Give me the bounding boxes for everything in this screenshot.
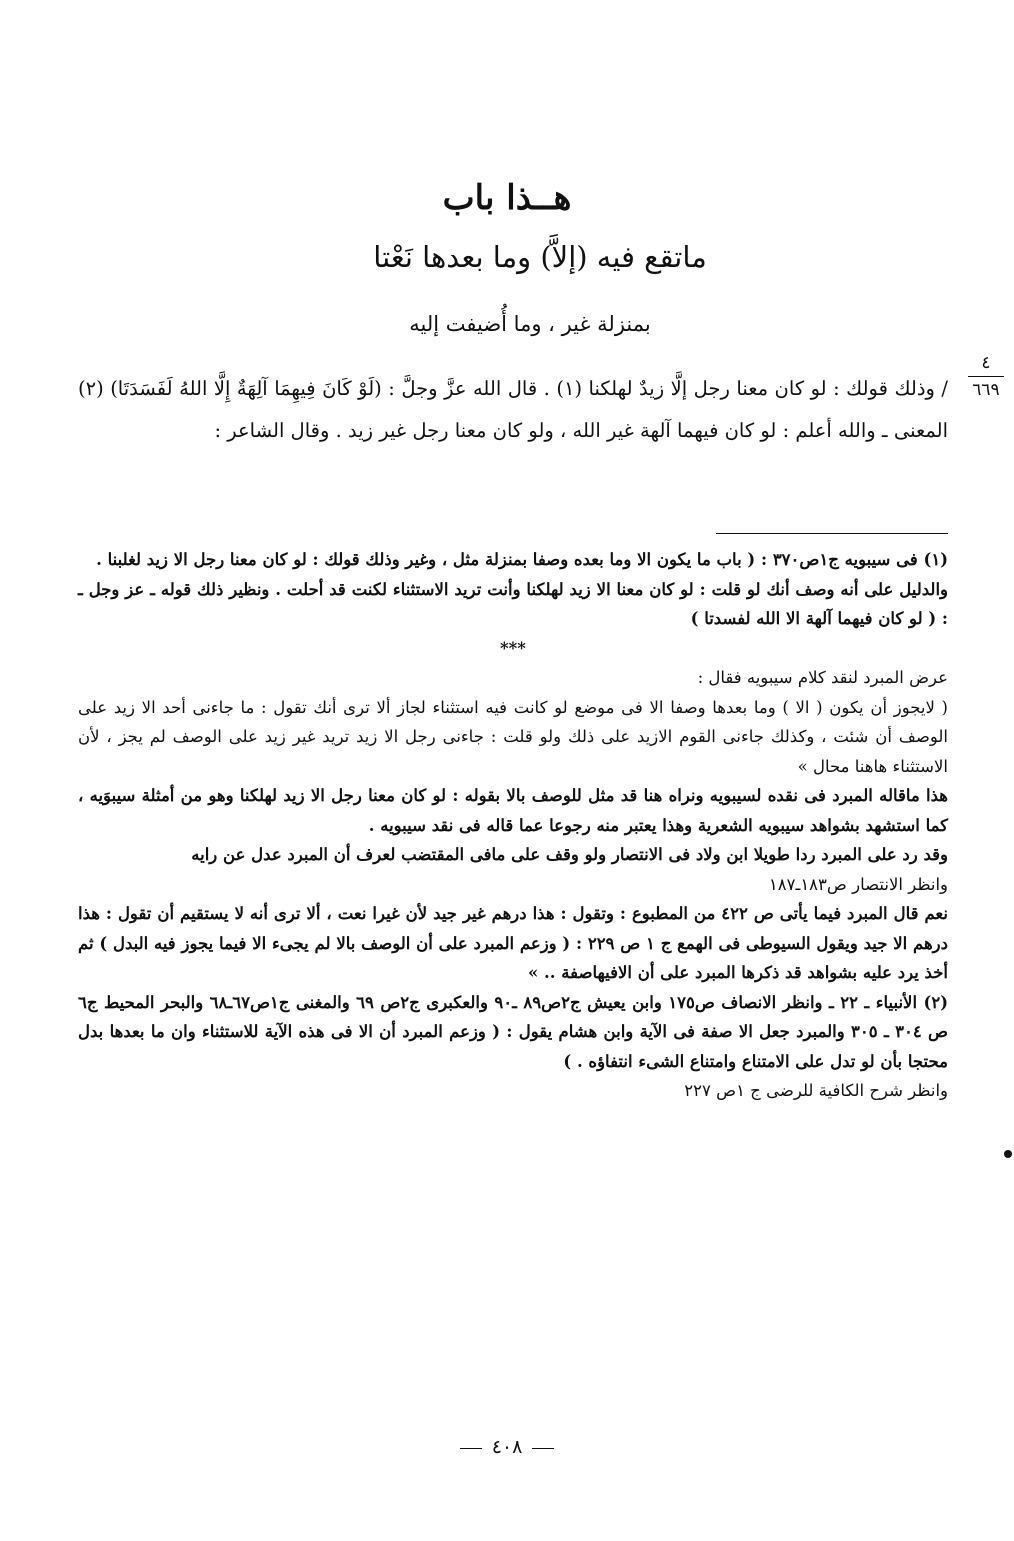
footnote-paragraph: نعم قال المبرد فيما يأتى ص ٤٢٢ من المطبوع : وتقول : هذا درهم غير جيد لأن غيرا نعت ، ألا ترى أنه لا يستقيم أن تقول : هذا درهم الا جيد ويقول السيوطى فى الهمع ج ١ ص ٢٢٩ : ( وزعم المبرد على أن الوصف بالا لم يجىء الا فيما يجوز فيه البدل ) ثم أخذ يرد عليه بشواهد قد ذكرها المبرد على أن الافيهاصفة .. » <box>78 904 949 982</box>
footnote-paragraph: والدليل على أنه وصف أنك لو قلت : لو كان معنا الا زيد لهلكنا وأنت تريد الاستثناء لكنت قد أحلت . ونظير ذلك قوله ـ عز وجل ـ : ( لو كان فيهما آلهة الا الله لفسدتا ) <box>78 579 948 628</box>
section-stars: *** <box>500 638 526 658</box>
page-number <box>0 1436 1014 1458</box>
footnote-paragraph: وقد رد على المبرد ردا طويلا ابن ولاد فى الانتصار ولو وقف على مافى المقتضب لعرف أن المبرد عدل عن رايه <box>191 845 948 864</box>
margin-reference-bottom: ٦٦٩ <box>972 380 1000 400</box>
footnote-2: (٢) الأنبياء ـ ٢٢ ـ وانظر الانصاف ص١٧٥ وابن يعيش ج٢ص٨٩ ـ٩٠ والعكبرى ج٢ص ٦٩ والمغنى ج١ص٦٧ـ٦٨ والبحر المحيط ج٦ ص ٣٠٤ ـ ٣٠٥ والمبرد جعل الا صفة فى الآية وابن هشام يقول : ( وزعم المبرد أن الا فى هذه الآية للاستثناء وان ما بعدها بدل محتجا بأن لو تدل على الامتناع وامتناع الشىء انتفاؤه . ) <box>78 992 948 1071</box>
page-number-value: ٤٠٨ <box>491 1436 523 1458</box>
chapter-heading: هــذا باب <box>442 178 572 218</box>
footnote-1: (١) فى سيبويه ج١ص٣٧٠ : ( باب ما يكون الا وما بعده وصفا بمنزلة مثل ، وغير وذلك قولك : لو كان معنا رجل الا زيد لغلبنا . <box>96 550 948 569</box>
page-number-dash <box>532 1448 554 1449</box>
footnote-separator <box>716 533 948 534</box>
margin-reference-rule <box>968 376 1004 377</box>
scan-edge-mark <box>1004 1150 1012 1158</box>
footnote-quotation: ( لايجوز أن يكون ( الا ) وما بعدها وصفا الا فى موضع لو كانت فيه استثناء لجاز ألا ترى أنك تقول : ما جاءنى أحد الا زيد على الوصف أن شئت ، وكذلك جاءنى القوم الازيد على ذلك ولو قلت : جاءنى رجل الا زيد تريد غير زيد على الوصف لم يجز ، لأن الاستثناء هاهنا محال » <box>78 697 948 776</box>
footnote-paragraph: وانظر شرح الكافية للرضى ج ١ص ٢٢٧ <box>684 1081 948 1100</box>
margin-reference <box>962 352 1010 401</box>
margin-reference-top: ٤ <box>981 353 991 373</box>
footnote-paragraph: عرض المبرد لنقد كلام سيبويه فقال : <box>697 668 948 687</box>
page-number-dash <box>460 1448 482 1449</box>
main-text <box>78 368 948 452</box>
footnote-paragraph: هذا ماقاله المبرد فى نقده لسيبويه ونراه هنا قد مثل للوصف بالا بقوله : لو كان معنا رجل الا زيد لهلكنا وهو من أمثلة سيبوَيه ، كما استشهد بشواهد سيبويه الشعرية وهذا يعتبر منه رجوعا عما قاله فى نقد سيبويه . <box>78 786 948 835</box>
main-paragraph: / وذلك قولك : لو كان معنا رجل إلَّا زيدٌ لهلكنا (١) . قال الله عزَّ وجلَّ : (لَوْ كَانَ فِيهِمَا آلِهَةٌ إِلَّا اللهُ لَفَسَدَتَا) (٢) المعنى ـ والله أعلم : لو كان فيهما آلهة غير الله ، ولو كان معنا رجل غير زيد . وقال الشاعر : <box>78 377 948 442</box>
footnotes <box>78 545 948 1106</box>
footnote-paragraph: وانظر الانتصار ص١٨٣ـ١٨٧ <box>768 874 948 894</box>
chapter-subheading-secondary: بمنزلة غير ، وما أُضيفت إليه <box>409 312 651 336</box>
chapter-subheading: ماتقع فيه (إلاَّ) وما بعدها نَعْتا <box>373 240 707 274</box>
